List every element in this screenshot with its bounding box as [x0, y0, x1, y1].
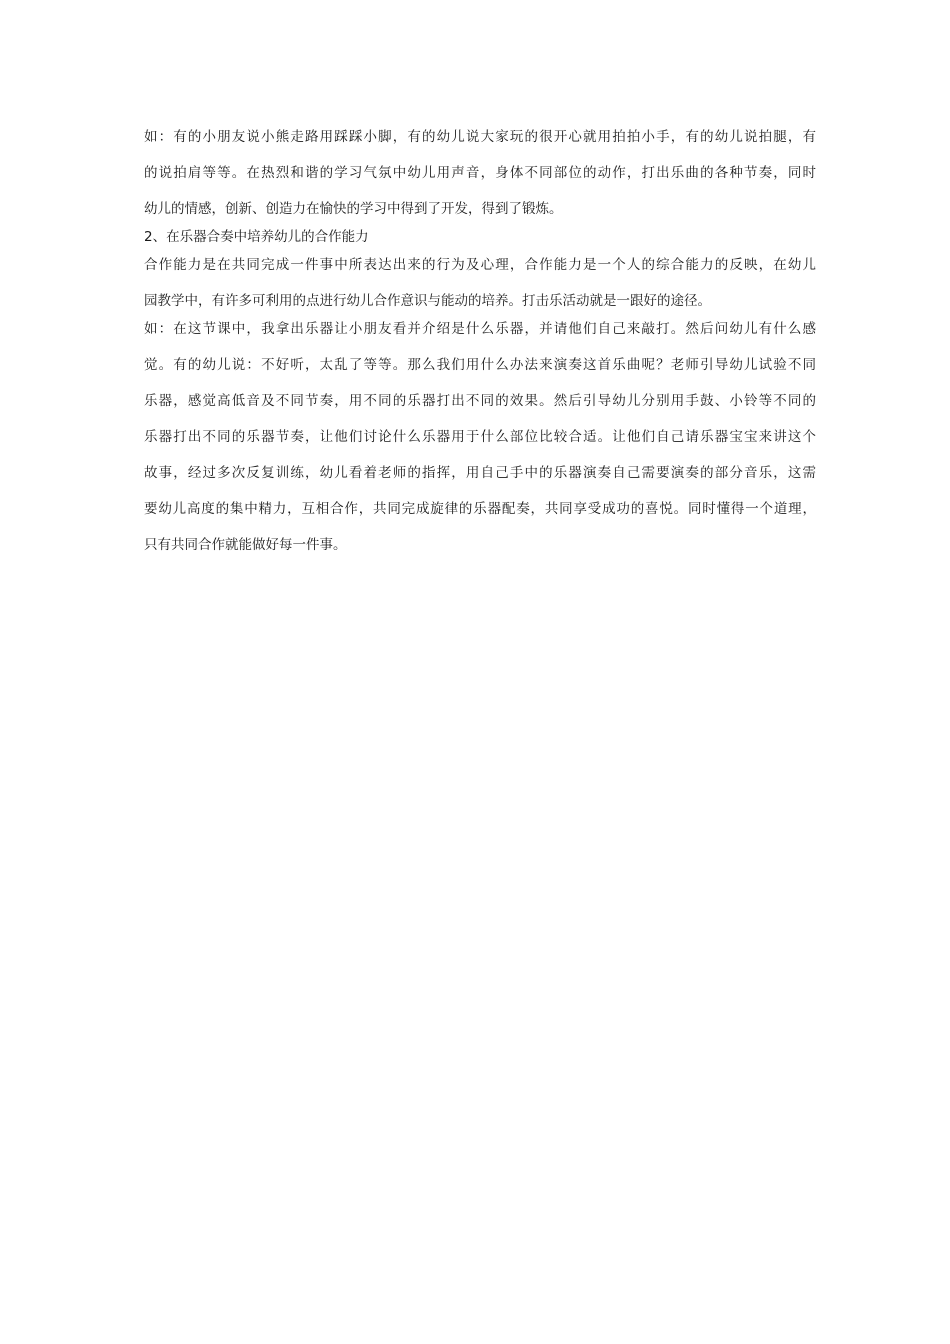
- section-heading: 2、在乐器合奏中培养幼儿的合作能力: [144, 229, 369, 245]
- paragraph-line: 合作能力是在共同完成一件事中所表达出来的行为及心理，合作能力是一个人的综合能力的反映，在幼儿: [144, 257, 816, 273]
- document-body: [144, 124, 816, 568]
- paragraph-1: [144, 124, 816, 224]
- paragraph-line: 要幼儿高度的集中精力，互相合作，共同完成旋律的乐器配奏，共同享受成功的喜悦。同时懂得一个道理，: [144, 501, 816, 517]
- paragraph-line: 如：在这节课中，我拿出乐器让小朋友看并介绍是什么乐器，并请他们自己来敲打。然后问幼儿有什么感: [144, 321, 816, 337]
- paragraph-line: 幼儿的情感，创新、创造力在愉快的学习中得到了开发，得到了锻炼。: [144, 201, 563, 217]
- paragraph-line: 觉。有的幼儿说：不好听，太乱了等等。那么我们用什么办法来演奏这首乐曲呢？老师引导幼儿试验不同: [144, 357, 816, 373]
- paragraph-line: 乐器打出不同的乐器节奏，让他们讨论什么乐器用于什么部位比较合适。让他们自己请乐器宝宝来讲这个: [144, 429, 816, 445]
- paragraph-line: 的说拍肩等等。在热烈和谐的学习气氛中幼儿用声音，身体不同部位的动作，打出乐曲的各种节奏，同时: [144, 165, 816, 181]
- paragraph-3: [144, 316, 816, 568]
- paragraph-line: 乐器，感觉高低音及不同节奏，用不同的乐器打出不同的效果。然后引导幼儿分别用手鼓、小铃等不同的: [144, 393, 816, 409]
- paragraph-2: [144, 252, 816, 316]
- paragraph-line: 故事，经过多次反复训练，幼儿看着老师的指挥，用自己手中的乐器演奏自己需要演奏的部分音乐，这需: [144, 465, 816, 481]
- paragraph-line: 只有共同合作就能做好每一件事。: [144, 537, 347, 553]
- paragraph-line: 园教学中，有许多可利用的点进行幼儿合作意识与能动的培养。打击乐活动就是一跟好的途径。: [144, 293, 711, 309]
- paragraph-line: 如：有的小朋友说小熊走路用踩踩小脚，有的幼儿说大家玩的很开心就用拍拍小手，有的幼儿说拍腿，有: [144, 129, 816, 145]
